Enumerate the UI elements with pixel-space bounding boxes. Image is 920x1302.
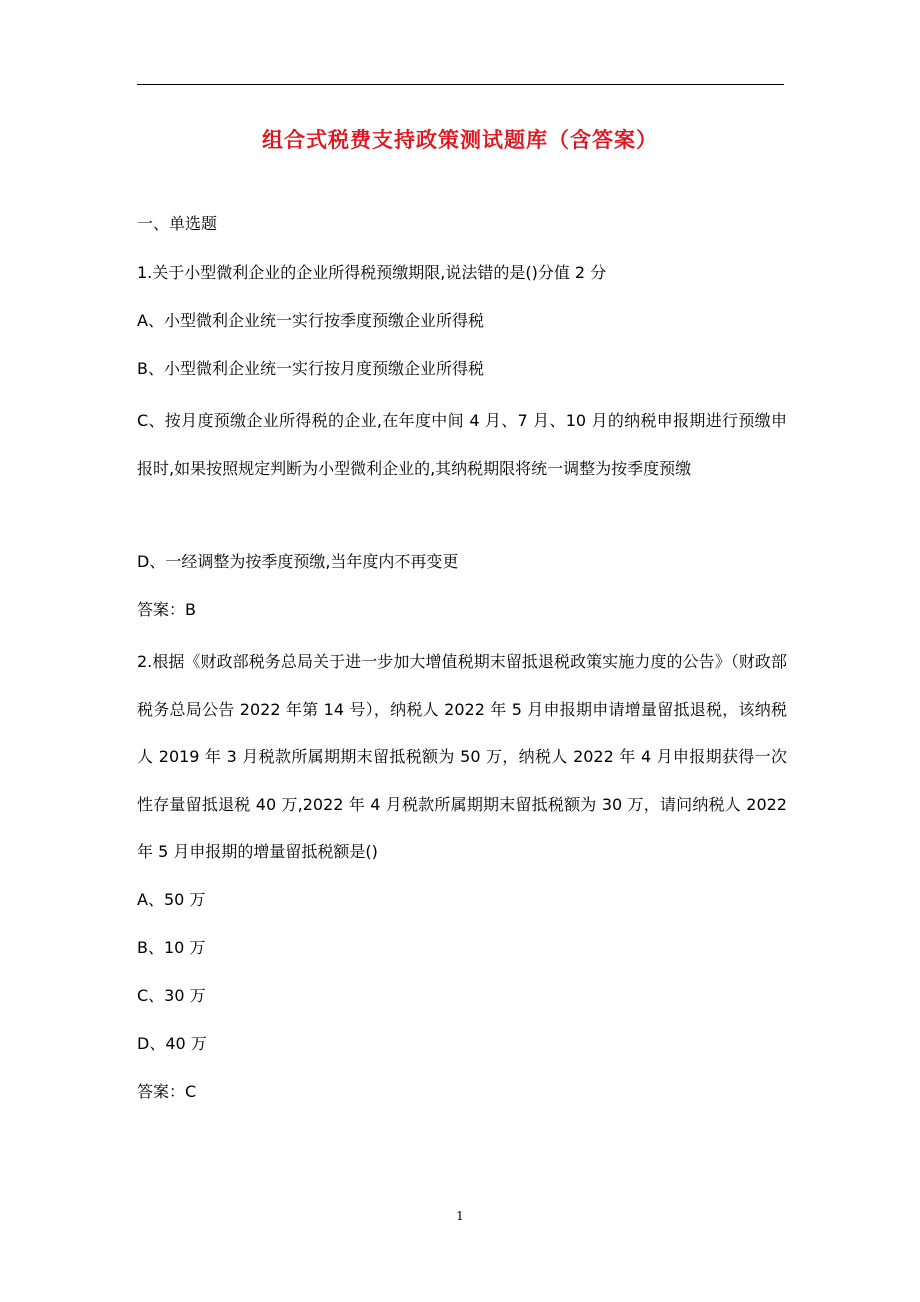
question-1-option-a: A、小型微利企业统一实行按季度预缴企业所得税 (137, 311, 484, 330)
header-rule (137, 84, 784, 85)
question-1-answer: 答案：B (137, 600, 196, 619)
question-2-option-b: B、10 万 (137, 938, 206, 957)
question-1-option-c: C、按月度预缴企业所得税的企业,在年度中间 4 月、7 月、10 月的纳税申报期进行预缴申报时,如果按照规定判断为小型微利企业的,其纳税期限将统一调整为按季度预缴 (137, 411, 787, 478)
question-2-option-c: C、30 万 (137, 986, 206, 1005)
question-1-stem: 1.关于小型微利企业的企业所得税预缴期限,说法错的是()分值 2 分 (137, 263, 607, 282)
question-1-option-d: D、一经调整为按季度预缴,当年度内不再变更 (137, 552, 459, 571)
document-title: 组合式税费支持政策测试题库（含答案） (262, 128, 658, 152)
question-2-answer: 答案：C (137, 1082, 197, 1101)
question-2-stem: 2.根据《财政部税务总局关于进一步加大增值税期末留抵退税政策实施力度的公告》（财政部税务总局公告 2022 年第 14 号），纳税人 2022 年 5 月申报期申请增量留抵退税，该纳税人 2019 年 3 月税款所属期期末留抵税额为 50 万，纳税人 2022 年 4 月申报期获得一次性存量留抵退税 40 万,2022 年 4 月税款所属期期末留抵税额为 30 万，请问纳税人 2022 年 5 月申报期的增量留抵税额是() (137, 652, 787, 861)
question-2-option-d: D、40 万 (137, 1034, 207, 1053)
page-number: 1 (456, 1209, 464, 1223)
question-1-option-b: B、小型微利企业统一实行按月度预缴企业所得税 (137, 359, 484, 378)
question-2-option-a: A、50 万 (137, 890, 206, 909)
section-heading: 一、单选题 (137, 214, 218, 233)
